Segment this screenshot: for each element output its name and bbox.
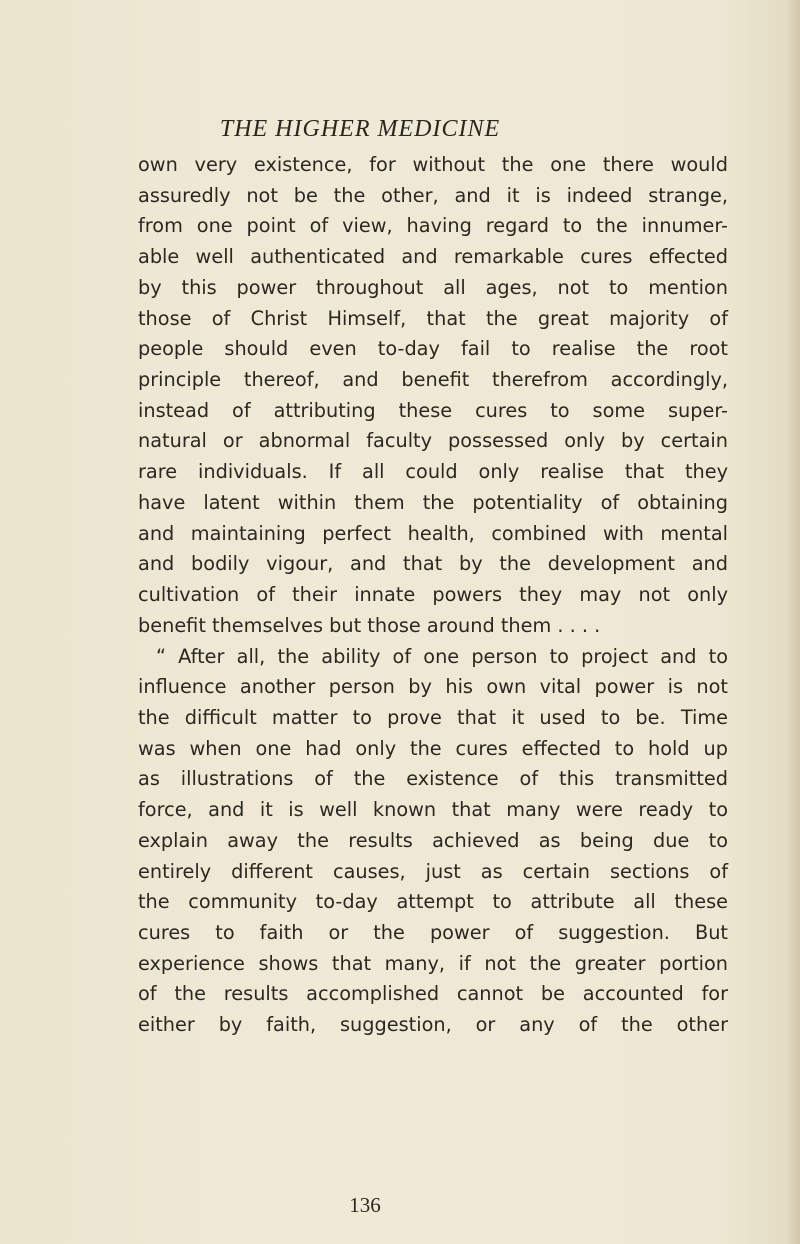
text-line: was when one had only the cures effected to hold up: [138, 736, 728, 760]
text-line: natural or abnormal faculty possessed only by certain: [138, 429, 728, 453]
running-head: THE HIGHER MEDICINE: [219, 116, 501, 142]
text-line: rare individuals. If all could only realise that they: [138, 460, 728, 484]
text-line: influence another person by his own vital power is not: [138, 675, 728, 699]
text-line: as illustrations of the existence of this transmitted: [138, 767, 728, 791]
page-edge-shadow: [786, 0, 800, 1244]
text-line: own very existence, for without the one there would: [138, 153, 728, 176]
text-line: either by faith, suggestion, or any of the other: [138, 1013, 728, 1037]
text-line: the community to-day attempt to attribute all these: [138, 890, 728, 914]
text-line: entirely different causes, just as certain sections of: [138, 859, 728, 883]
text-line: from one point of view, having regard to the innumer-: [138, 214, 728, 238]
text-line: people should even to-day fail to realise the root: [138, 337, 728, 361]
text-line: explain away the results achieved as being due to: [138, 828, 728, 852]
text-line: cures to faith or the power of suggestion. But: [138, 920, 728, 944]
text-line: assuredly not be the other, and it is indeed strange,: [138, 183, 728, 207]
text-line: and maintaining perfect health, combined with mental: [138, 521, 728, 545]
text-line: “ After all, the ability of one person to project and to: [156, 644, 728, 668]
text-line: cultivation of their innate powers they may not only: [138, 583, 728, 607]
text-line: experience shows that many, if not the greater portion: [138, 951, 728, 975]
body-text: [138, 150, 728, 1041]
text-line: have latent within them the potentiality of obtaining: [138, 490, 728, 514]
text-line: and bodily vigour, and that by the development and: [138, 552, 728, 576]
page-number: 136: [349, 1193, 381, 1217]
text-line: benefit themselves but those around them . . . .: [138, 613, 601, 637]
text-line: force, and it is well known that many were ready to: [138, 798, 728, 822]
text-line: of the results accomplished cannot be accounted for: [138, 982, 728, 1006]
text-line: able well authenticated and remarkable cures effected: [138, 245, 728, 269]
text-line: those of Christ Himself, that the great majority of: [138, 306, 728, 330]
text-line: by this power throughout all ages, not to mention: [138, 275, 728, 299]
text-line: instead of attributing these cures to some super-: [138, 398, 728, 422]
text-line: principle thereof, and benefit therefrom accordingly,: [138, 368, 728, 392]
text-line: the difficult matter to prove that it used to be. Time: [138, 705, 728, 729]
page-number-container: [0, 1193, 800, 1218]
